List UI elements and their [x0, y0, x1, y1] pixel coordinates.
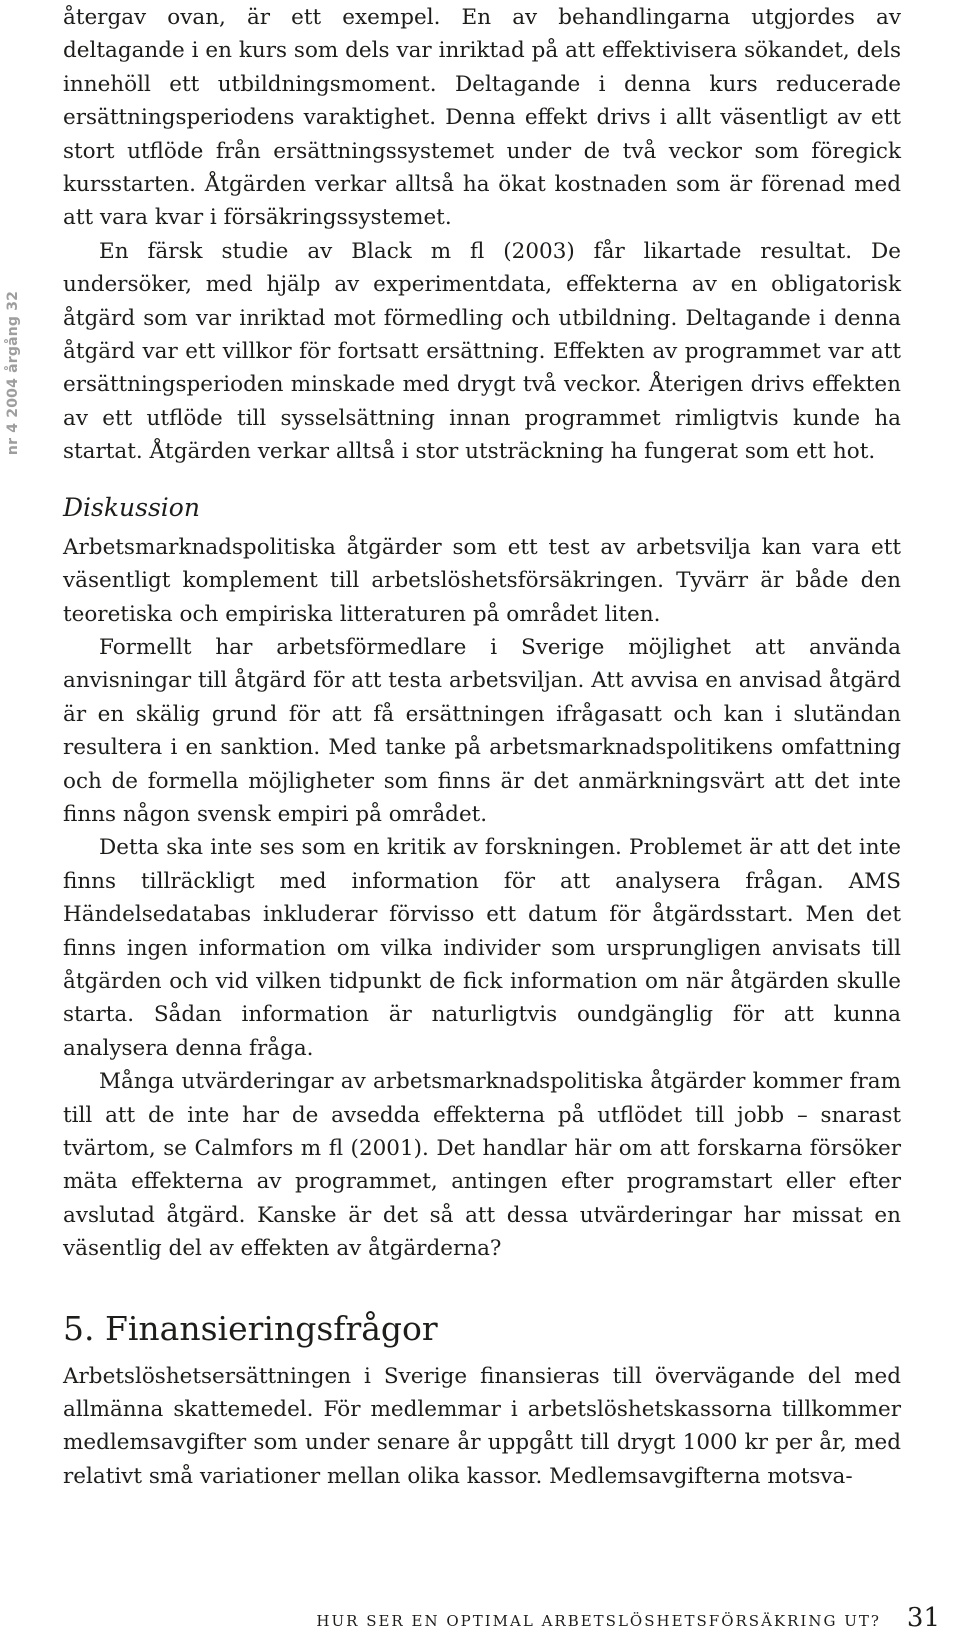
paragraph-4: Formellt har arbetsförmedlare i Sverige möjlighet att använda anvisningar till åtgärd för att testa arbetsviljan. Att avvisa en anvisad åtgärd är en skälig grund för att få ersättningen ifrågasatt och kan i slutändan resultera i en sanktion. Med tanke på arbetsmarknadspolitikens omfattning och de formella möjligheter som finns är det anmärkningsvärt att det inte finns någon svensk empiri på området. [63, 634, 901, 827]
discussion-heading: Diskussion [63, 492, 200, 522]
paragraph-1: återgav ovan, är ett exempel. En av behandlingarna utgjordes av deltagande i en kurs som dels var inriktad på att effektivisera sökandet, dels innehöll ett utbildningsmoment. Deltagande i denna kurs reducerade ersättningsperiodens varaktighet. Denna effekt drivs i allt väsentligt av ett stort utflöde från ersättningssystemet under de två veckor som föregick kursstarten. Åtgärden verkar alltså ha ökat kostnaden som är förenad med att vara kvar i försäkringssystemet. [63, 5, 901, 231]
paragraph-5: Detta ska inte ses som en kritik av forskningen. Problemet är att det inte finns tillräckligt med information för att analysera frågan. AMS Händelsedatabas inkluderar förvisso ett datum för åtgärdsstart. Men det finns ingen information om vilka individer som ursprungligen anvisats till åtgärden och vid vilken tidpunkt de fick information om när åtgärden skulle starta. Sådan information är naturligtvis oundgänglig för att kunna analysera denna fråga. [63, 835, 901, 1061]
journal-issue-sidebar [0, 268, 26, 478]
journal-issue-label: nr 4 2004 årgång 32 [5, 290, 22, 456]
page-number: 31 [906, 1603, 940, 1633]
section-heading: 5. Finansieringsfrågor [63, 1308, 438, 1348]
paragraph-2: En färsk studie av Black m fl (2003) får likartade resultat. De undersöker, med hjälp av experimentdata, effekterna av en obligatorisk åtgärd som var inriktad mot förmedling och utbildning. Deltagande i denna åtgärd var ett villkor för fortsatt ersättning. Effekten av programmet var att ersättningsperioden minskade med drygt två veckor. Återigen drivs effekten av ett utflöde till sysselsättning innan programmet rimligtvis kunde ha startat. Åtgärden verkar alltså i stor utsträckning ha fungerat som ett hot. [63, 238, 901, 465]
paragraph-7: Arbetslöshetsersättningen i Sverige finansieras till övervägande del med allmänna skattemedel. För medlemmar i arbetslöshetskassorna tillkommer medlemsavgifter som under senare år uppgått till drygt 1000 kr per år, med relativt små variationer mellan olika kassor. Medlemsavgifterna motsva- [63, 1363, 901, 1489]
running-title: HUR SER EN OPTIMAL ARBETSLÖSHETSFÖRSÄKRING UT? [316, 1612, 881, 1630]
paragraph-3: Arbetsmarknadspolitiska åtgärder som ett test av arbetsvilja kan vara ett väsentligt komplement till arbetslöshetsförsäkringen. Tyvärr är både den teoretiska och empiriska litteraturen på området liten. [63, 534, 901, 627]
article-body [63, 0, 901, 1493]
page-footer [316, 1603, 940, 1633]
paragraph-6: Många utvärderingar av arbetsmarknadspolitiska åtgärder kommer fram till att de inte har de avsedda effekterna på utflödet till jobb – snarast tvärtom, se Calmfors m fl (2001). Det handlar här om att forskarna försöker mäta effekterna av programmet, antingen efter programstart eller efter avslutad åtgärd. Kanske är det så att dessa utvärderingar har missat en väsentlig del av effekten av åtgärderna? [63, 1069, 901, 1262]
